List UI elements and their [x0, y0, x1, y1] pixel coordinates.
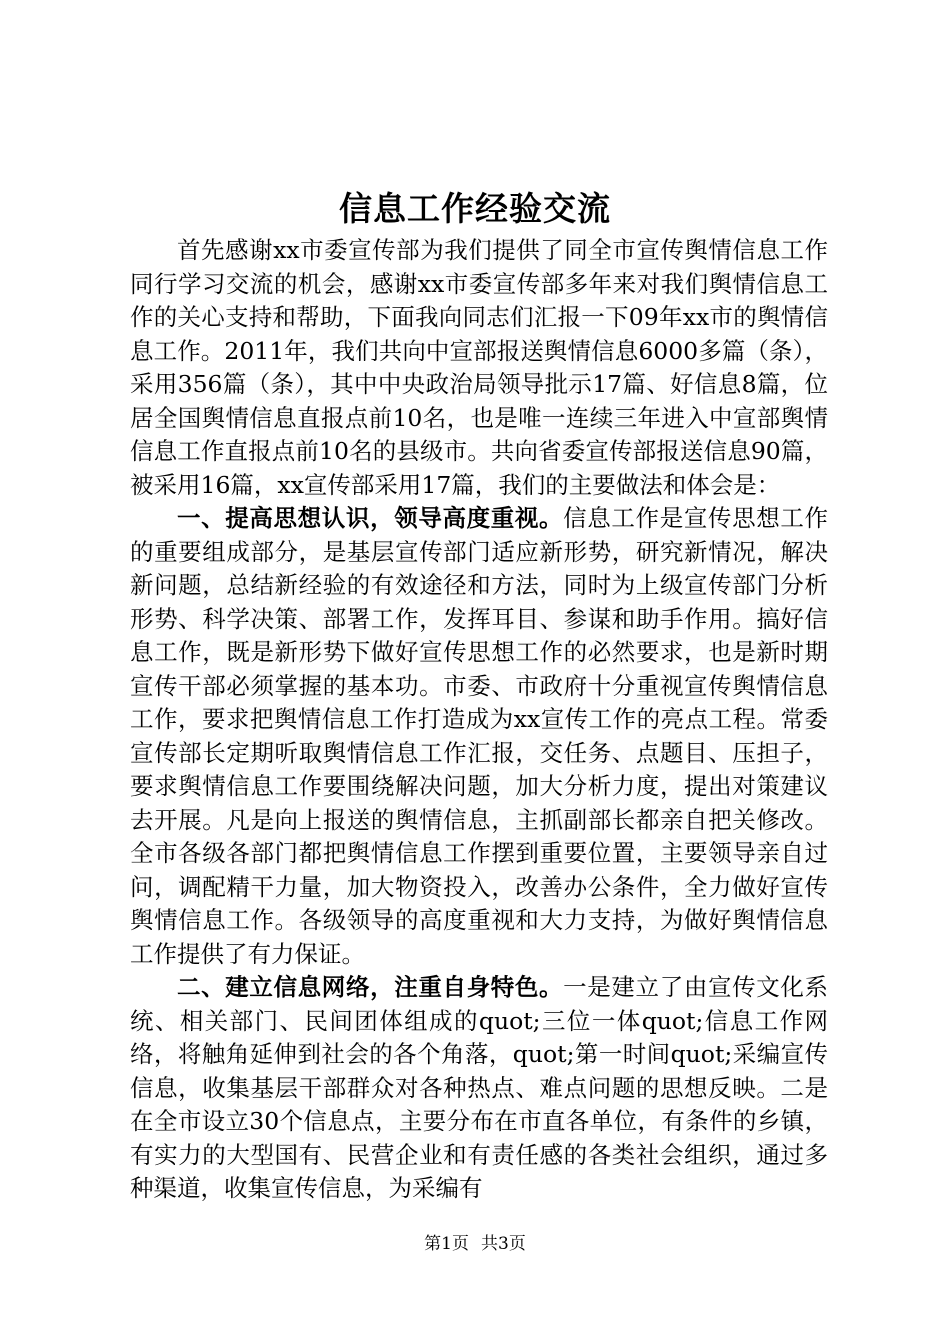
section-2-paragraph	[130, 971, 828, 1206]
section-1-heading: 一、提高思想认识，领导高度重视。	[177, 504, 564, 532]
section-2-heading: 二、建立信息网络，注重自身特色。	[177, 973, 564, 1001]
section-1-paragraph	[130, 502, 828, 971]
document-title: 信息工作经验交流	[339, 189, 611, 228]
document-body	[130, 234, 828, 1206]
section-2-body: 一是建立了由宣传文化系统、相关部门、民间团体组成的quot;三位一体quot;信息工作网络，将触角延伸到社会的各个角落，quot;第一时间quot;采编宣传信息，收集基层干部群众对各种热点、难点问题的思想反映。二是在全市设立30个信息点，主要分布在市直各单位，有条件的乡镇，有实力的大型国有、民营企业和有责任感的各类社会组织，通过多种渠道，收集宣传信息，为采编有	[130, 973, 829, 1202]
page-total: 共3页	[481, 1234, 526, 1254]
page-number: 第1页	[424, 1234, 469, 1254]
page-footer	[0, 1232, 950, 1256]
intro-paragraph: 首先感谢xx市委宣传部为我们提供了同全市宣传舆情信息工作同行学习交流的机会，感谢xx市委宣传部多年来对我们舆情信息工作的关心支持和帮助，下面我向同志们汇报一下09年xx市的舆情信息工作。2011年，我们共向中宣部报送舆情信息6000多篇（条），采用356篇（条），其中中央政治局领导批示17篇、好信息8篇，位居全国舆情信息直报点前10名，也是唯一连续三年进入中宣部舆情信息工作直报点前10名的县级市。共向省委宣传部报送信息90篇，被采用16篇，xx宣传部采用17篇，我们的主要做法和体会是：	[130, 236, 828, 499]
section-1-body: 信息工作是宣传思想工作的重要组成部分，是基层宣传部门适应新形势，研究新情况，解决新问题，总结新经验的有效途径和方法，同时为上级宣传部门分析形势、科学决策、部署工作，发挥耳目、参谋和助手作用。搞好信息工作，既是新形势下做好宣传思想工作的必然要求，也是新时期宣传干部必须掌握的基本功。市委、市政府十分重视宣传舆情信息工作，要求把舆情信息工作打造成为xx宣传工作的亮点工程。常委宣传部长定期听取舆情信息工作汇报，交任务、点题目、压担子，要求舆情信息工作要围绕解决问题，加大分析力度，提出对策建议去开展。凡是向上报送的舆情信息，主抓副部长都亲自把关修改。全市各级各部门都把舆情信息工作摆到重要位置，主要领导亲自过问，调配精干力量，加大物资投入，改善办公条件，全力做好宣传舆情信息工作。各级领导的高度重视和大力支持，为做好舆情信息工作提供了有力保证。	[130, 504, 829, 968]
